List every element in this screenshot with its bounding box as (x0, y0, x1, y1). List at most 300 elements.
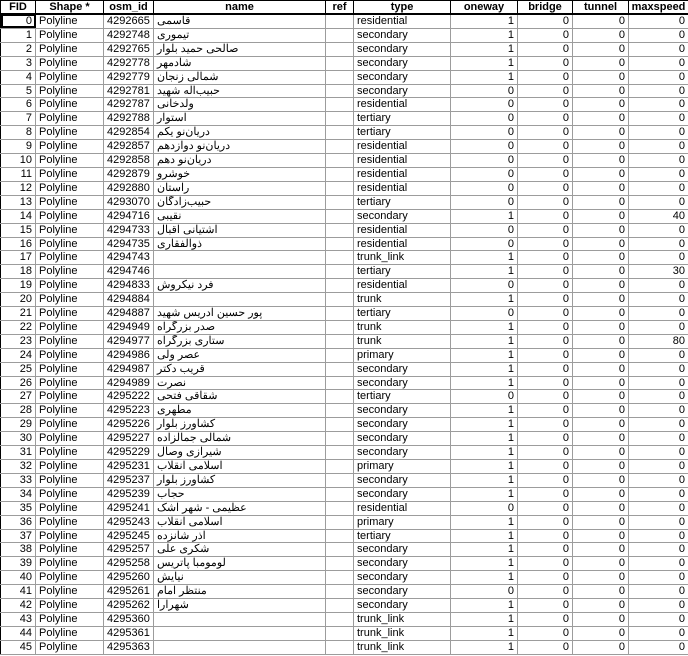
cell-oneway[interactable]: 1 (451, 460, 518, 474)
cell-name[interactable]: دریان‌نو یکم (154, 126, 326, 140)
cell-maxspeed[interactable]: 0 (629, 390, 688, 404)
cell-type[interactable]: secondary (354, 418, 451, 432)
row-selector-cell[interactable]: 33 (1, 473, 36, 487)
cell-oneway[interactable]: 1 (451, 334, 518, 348)
cell-oneway[interactable]: 1 (451, 14, 518, 28)
cell-type[interactable]: tertiary (354, 390, 451, 404)
cell-shape[interactable]: Polyline (36, 320, 104, 334)
cell-maxspeed[interactable]: 0 (629, 529, 688, 543)
row-selector-cell[interactable]: 20 (1, 293, 36, 307)
cell-tunnel[interactable]: 0 (573, 56, 629, 70)
cell-bridge[interactable]: 0 (518, 126, 573, 140)
cell-type[interactable]: residential (354, 14, 451, 28)
cell-ref[interactable] (326, 320, 354, 334)
cell-bridge[interactable]: 0 (518, 571, 573, 585)
cell-shape[interactable]: Polyline (36, 56, 104, 70)
cell-name[interactable]: دریان‌نو دهم (154, 154, 326, 168)
cell-tunnel[interactable]: 0 (573, 626, 629, 640)
cell-oneway[interactable]: 1 (451, 404, 518, 418)
cell-name[interactable] (154, 293, 326, 307)
cell-type[interactable]: secondary (354, 376, 451, 390)
cell-osmid[interactable]: 4294746 (104, 265, 154, 279)
cell-shape[interactable]: Polyline (36, 209, 104, 223)
cell-shape[interactable]: Polyline (36, 167, 104, 181)
cell-ref[interactable] (326, 390, 354, 404)
column-header-type[interactable]: type (354, 1, 451, 15)
cell-osmid[interactable]: 4292854 (104, 126, 154, 140)
cell-oneway[interactable]: 1 (451, 557, 518, 571)
cell-oneway[interactable]: 0 (451, 84, 518, 98)
cell-tunnel[interactable]: 0 (573, 418, 629, 432)
cell-osmid[interactable]: 4295360 (104, 612, 154, 626)
cell-name[interactable]: پور حسین ادریس شهید (154, 307, 326, 321)
cell-osmid[interactable]: 4294987 (104, 362, 154, 376)
cell-tunnel[interactable]: 0 (573, 98, 629, 112)
cell-oneway[interactable]: 1 (451, 418, 518, 432)
cell-oneway[interactable]: 1 (451, 293, 518, 307)
cell-bridge[interactable]: 0 (518, 14, 573, 28)
cell-tunnel[interactable]: 0 (573, 487, 629, 501)
cell-maxspeed[interactable]: 0 (629, 98, 688, 112)
cell-tunnel[interactable]: 0 (573, 515, 629, 529)
cell-osmid[interactable]: 4295261 (104, 585, 154, 599)
cell-maxspeed[interactable]: 30 (629, 265, 688, 279)
cell-osmid[interactable]: 4295227 (104, 432, 154, 446)
cell-oneway[interactable]: 0 (451, 98, 518, 112)
cell-ref[interactable] (326, 599, 354, 613)
cell-tunnel[interactable]: 0 (573, 181, 629, 195)
row-selector-cell[interactable]: 11 (1, 167, 36, 181)
cell-ref[interactable] (326, 42, 354, 56)
cell-type[interactable]: tertiary (354, 529, 451, 543)
row-selector-cell[interactable]: 23 (1, 334, 36, 348)
cell-oneway[interactable]: 1 (451, 432, 518, 446)
cell-bridge[interactable]: 0 (518, 432, 573, 446)
cell-type[interactable]: secondary (354, 557, 451, 571)
cell-osmid[interactable]: 4292779 (104, 70, 154, 84)
cell-tunnel[interactable]: 0 (573, 473, 629, 487)
cell-bridge[interactable]: 0 (518, 195, 573, 209)
cell-ref[interactable] (326, 418, 354, 432)
row-selector-cell[interactable]: 25 (1, 362, 36, 376)
cell-shape[interactable]: Polyline (36, 404, 104, 418)
cell-oneway[interactable]: 1 (451, 320, 518, 334)
cell-maxspeed[interactable]: 0 (629, 626, 688, 640)
cell-name[interactable]: شهرآرا (154, 599, 326, 613)
cell-bridge[interactable]: 0 (518, 599, 573, 613)
cell-osmid[interactable]: 4294833 (104, 279, 154, 293)
cell-bridge[interactable]: 0 (518, 418, 573, 432)
cell-type[interactable]: residential (354, 223, 451, 237)
cell-name[interactable]: کشاورز بلوار (154, 418, 326, 432)
cell-oneway[interactable]: 0 (451, 126, 518, 140)
cell-ref[interactable] (326, 640, 354, 654)
cell-tunnel[interactable]: 0 (573, 237, 629, 251)
cell-oneway[interactable]: 1 (451, 626, 518, 640)
cell-type[interactable]: secondary (354, 362, 451, 376)
cell-shape[interactable]: Polyline (36, 460, 104, 474)
cell-shape[interactable]: Polyline (36, 334, 104, 348)
cell-name[interactable]: شقاقی فتحی (154, 390, 326, 404)
cell-ref[interactable] (326, 334, 354, 348)
cell-osmid[interactable]: 4295243 (104, 515, 154, 529)
column-header-osmid[interactable]: osm_id (104, 1, 154, 15)
cell-shape[interactable]: Polyline (36, 112, 104, 126)
cell-oneway[interactable]: 0 (451, 279, 518, 293)
cell-ref[interactable] (326, 181, 354, 195)
cell-oneway[interactable]: 1 (451, 376, 518, 390)
cell-osmid[interactable]: 4294977 (104, 334, 154, 348)
cell-osmid[interactable]: 4295231 (104, 460, 154, 474)
cell-bridge[interactable]: 0 (518, 404, 573, 418)
cell-tunnel[interactable]: 0 (573, 543, 629, 557)
row-selector-cell[interactable]: 37 (1, 529, 36, 543)
row-selector-cell[interactable]: 22 (1, 320, 36, 334)
cell-shape[interactable]: Polyline (36, 84, 104, 98)
cell-osmid[interactable]: 4295223 (104, 404, 154, 418)
cell-shape[interactable]: Polyline (36, 585, 104, 599)
cell-maxspeed[interactable]: 0 (629, 599, 688, 613)
cell-type[interactable]: tertiary (354, 195, 451, 209)
cell-name[interactable]: ذوالفقاری (154, 237, 326, 251)
cell-shape[interactable]: Polyline (36, 348, 104, 362)
cell-tunnel[interactable]: 0 (573, 460, 629, 474)
cell-osmid[interactable]: 4292778 (104, 56, 154, 70)
cell-shape[interactable]: Polyline (36, 237, 104, 251)
cell-ref[interactable] (326, 515, 354, 529)
cell-osmid[interactable]: 4295245 (104, 529, 154, 543)
cell-maxspeed[interactable]: 0 (629, 571, 688, 585)
row-selector-cell[interactable]: 3 (1, 56, 36, 70)
cell-ref[interactable] (326, 543, 354, 557)
cell-tunnel[interactable]: 0 (573, 140, 629, 154)
cell-name[interactable]: شمالی جمالزاده (154, 432, 326, 446)
cell-osmid[interactable]: 4295262 (104, 599, 154, 613)
cell-name[interactable]: حجاب (154, 487, 326, 501)
cell-type[interactable]: secondary (354, 571, 451, 585)
cell-ref[interactable] (326, 28, 354, 42)
cell-ref[interactable] (326, 265, 354, 279)
cell-maxspeed[interactable]: 0 (629, 446, 688, 460)
cell-oneway[interactable]: 1 (451, 473, 518, 487)
cell-maxspeed[interactable]: 0 (629, 348, 688, 362)
cell-bridge[interactable]: 0 (518, 640, 573, 654)
cell-maxspeed[interactable]: 0 (629, 14, 688, 28)
cell-ref[interactable] (326, 487, 354, 501)
cell-bridge[interactable]: 0 (518, 515, 573, 529)
cell-osmid[interactable]: 4292765 (104, 42, 154, 56)
row-selector-cell[interactable]: 28 (1, 404, 36, 418)
row-selector-cell[interactable]: 1 (1, 28, 36, 42)
cell-maxspeed[interactable]: 0 (629, 56, 688, 70)
cell-ref[interactable] (326, 376, 354, 390)
cell-bridge[interactable]: 0 (518, 585, 573, 599)
cell-name[interactable]: لومومبا پاتریس (154, 557, 326, 571)
cell-ref[interactable] (326, 348, 354, 362)
cell-ref[interactable] (326, 571, 354, 585)
cell-oneway[interactable]: 1 (451, 56, 518, 70)
cell-bridge[interactable]: 0 (518, 460, 573, 474)
cell-maxspeed[interactable]: 0 (629, 167, 688, 181)
cell-shape[interactable]: Polyline (36, 529, 104, 543)
cell-type[interactable]: trunk_link (354, 626, 451, 640)
cell-ref[interactable] (326, 251, 354, 265)
cell-maxspeed[interactable]: 0 (629, 195, 688, 209)
cell-maxspeed[interactable]: 0 (629, 376, 688, 390)
cell-tunnel[interactable]: 0 (573, 223, 629, 237)
cell-type[interactable]: primary (354, 515, 451, 529)
cell-osmid[interactable]: 4294887 (104, 307, 154, 321)
cell-ref[interactable] (326, 446, 354, 460)
cell-tunnel[interactable]: 0 (573, 529, 629, 543)
cell-name[interactable]: قریب دکتر (154, 362, 326, 376)
cell-oneway[interactable]: 1 (451, 209, 518, 223)
cell-name[interactable]: اسلامی انقلاب (154, 460, 326, 474)
cell-name[interactable]: آذر شانزده (154, 529, 326, 543)
cell-osmid[interactable]: 4294733 (104, 223, 154, 237)
cell-bridge[interactable]: 0 (518, 237, 573, 251)
cell-tunnel[interactable]: 0 (573, 376, 629, 390)
cell-osmid[interactable]: 4295258 (104, 557, 154, 571)
cell-type[interactable]: secondary (354, 473, 451, 487)
cell-maxspeed[interactable]: 0 (629, 557, 688, 571)
cell-maxspeed[interactable]: 0 (629, 42, 688, 56)
cell-name[interactable] (154, 251, 326, 265)
cell-osmid[interactable]: 4294986 (104, 348, 154, 362)
cell-oneway[interactable]: 0 (451, 140, 518, 154)
cell-tunnel[interactable]: 0 (573, 42, 629, 56)
cell-ref[interactable] (326, 167, 354, 181)
cell-tunnel[interactable]: 0 (573, 265, 629, 279)
cell-shape[interactable]: Polyline (36, 14, 104, 28)
cell-bridge[interactable]: 0 (518, 293, 573, 307)
cell-shape[interactable]: Polyline (36, 265, 104, 279)
cell-tunnel[interactable]: 0 (573, 446, 629, 460)
cell-osmid[interactable]: 4294735 (104, 237, 154, 251)
cell-type[interactable]: residential (354, 501, 451, 515)
cell-tunnel[interactable]: 0 (573, 348, 629, 362)
cell-type[interactable]: trunk (354, 293, 451, 307)
column-header-fid[interactable]: FID (1, 1, 36, 15)
cell-type[interactable]: tertiary (354, 112, 451, 126)
cell-maxspeed[interactable]: 0 (629, 307, 688, 321)
cell-oneway[interactable]: 1 (451, 640, 518, 654)
cell-name[interactable]: استوار (154, 112, 326, 126)
row-selector-cell[interactable]: 15 (1, 223, 36, 237)
cell-maxspeed[interactable]: 0 (629, 501, 688, 515)
cell-tunnel[interactable]: 0 (573, 432, 629, 446)
cell-osmid[interactable]: 4292781 (104, 84, 154, 98)
cell-ref[interactable] (326, 404, 354, 418)
cell-oneway[interactable]: 0 (451, 167, 518, 181)
cell-oneway[interactable]: 1 (451, 42, 518, 56)
cell-osmid[interactable]: 4292665 (104, 14, 154, 28)
cell-osmid[interactable]: 4292879 (104, 167, 154, 181)
cell-oneway[interactable]: 1 (451, 543, 518, 557)
cell-maxspeed[interactable]: 0 (629, 181, 688, 195)
cell-type[interactable]: secondary (354, 84, 451, 98)
cell-oneway[interactable]: 0 (451, 195, 518, 209)
cell-bridge[interactable]: 0 (518, 320, 573, 334)
cell-bridge[interactable]: 0 (518, 376, 573, 390)
cell-osmid[interactable]: 4292858 (104, 154, 154, 168)
cell-name[interactable] (154, 265, 326, 279)
cell-maxspeed[interactable]: 0 (629, 320, 688, 334)
cell-maxspeed[interactable]: 80 (629, 334, 688, 348)
cell-maxspeed[interactable]: 0 (629, 293, 688, 307)
cell-ref[interactable] (326, 279, 354, 293)
cell-type[interactable]: primary (354, 460, 451, 474)
cell-name[interactable] (154, 612, 326, 626)
cell-ref[interactable] (326, 557, 354, 571)
cell-type[interactable]: residential (354, 154, 451, 168)
cell-maxspeed[interactable]: 0 (629, 487, 688, 501)
cell-ref[interactable] (326, 612, 354, 626)
cell-shape[interactable]: Polyline (36, 376, 104, 390)
cell-bridge[interactable]: 0 (518, 70, 573, 84)
cell-shape[interactable]: Polyline (36, 473, 104, 487)
cell-name[interactable]: قاسمی (154, 14, 326, 28)
cell-bridge[interactable]: 0 (518, 98, 573, 112)
cell-shape[interactable]: Polyline (36, 543, 104, 557)
cell-tunnel[interactable]: 0 (573, 84, 629, 98)
row-selector-cell[interactable]: 44 (1, 626, 36, 640)
cell-name[interactable]: مطهری (154, 404, 326, 418)
cell-name[interactable]: فرد نیکروش (154, 279, 326, 293)
cell-oneway[interactable]: 1 (451, 265, 518, 279)
cell-bridge[interactable]: 0 (518, 154, 573, 168)
cell-type[interactable]: trunk_link (354, 251, 451, 265)
cell-osmid[interactable]: 4292880 (104, 181, 154, 195)
row-selector-cell[interactable]: 10 (1, 154, 36, 168)
cell-shape[interactable]: Polyline (36, 223, 104, 237)
row-selector-cell[interactable]: 2 (1, 42, 36, 56)
cell-ref[interactable] (326, 140, 354, 154)
row-selector-cell[interactable]: 42 (1, 599, 36, 613)
cell-tunnel[interactable]: 0 (573, 279, 629, 293)
cell-name[interactable]: حبیب‌اله شهید (154, 84, 326, 98)
cell-type[interactable]: residential (354, 98, 451, 112)
cell-osmid[interactable]: 4294884 (104, 293, 154, 307)
cell-type[interactable]: secondary (354, 432, 451, 446)
cell-shape[interactable]: Polyline (36, 126, 104, 140)
column-header-tunnel[interactable]: tunnel (573, 1, 629, 15)
cell-name[interactable]: کشاورز بلوار (154, 473, 326, 487)
cell-name[interactable]: شمالی زنجان (154, 70, 326, 84)
cell-bridge[interactable]: 0 (518, 612, 573, 626)
cell-maxspeed[interactable]: 0 (629, 112, 688, 126)
cell-ref[interactable] (326, 432, 354, 446)
cell-name[interactable]: ولدخانی (154, 98, 326, 112)
cell-oneway[interactable]: 1 (451, 70, 518, 84)
cell-type[interactable]: secondary (354, 42, 451, 56)
cell-tunnel[interactable]: 0 (573, 571, 629, 585)
cell-shape[interactable]: Polyline (36, 612, 104, 626)
cell-name[interactable]: عصر ولی (154, 348, 326, 362)
cell-bridge[interactable]: 0 (518, 56, 573, 70)
column-header-bridge[interactable]: bridge (518, 1, 573, 15)
row-selector-cell[interactable]: 19 (1, 279, 36, 293)
cell-maxspeed[interactable]: 0 (629, 612, 688, 626)
cell-maxspeed[interactable]: 0 (629, 251, 688, 265)
cell-osmid[interactable]: 4295363 (104, 640, 154, 654)
cell-ref[interactable] (326, 223, 354, 237)
column-header-maxspeed[interactable]: maxspeed (629, 1, 688, 15)
cell-shape[interactable]: Polyline (36, 487, 104, 501)
cell-tunnel[interactable]: 0 (573, 307, 629, 321)
row-selector-cell[interactable]: 43 (1, 612, 36, 626)
cell-shape[interactable]: Polyline (36, 571, 104, 585)
row-selector-cell[interactable]: 30 (1, 432, 36, 446)
column-header-oneway[interactable]: oneway (451, 1, 518, 15)
cell-name[interactable]: تیموری (154, 28, 326, 42)
row-selector-cell[interactable]: 36 (1, 515, 36, 529)
cell-shape[interactable]: Polyline (36, 70, 104, 84)
cell-osmid[interactable]: 4295239 (104, 487, 154, 501)
cell-tunnel[interactable]: 0 (573, 70, 629, 84)
cell-type[interactable]: residential (354, 237, 451, 251)
cell-osmid[interactable]: 4294743 (104, 251, 154, 265)
cell-type[interactable]: tertiary (354, 265, 451, 279)
cell-tunnel[interactable]: 0 (573, 557, 629, 571)
cell-bridge[interactable]: 0 (518, 279, 573, 293)
cell-type[interactable]: secondary (354, 404, 451, 418)
cell-oneway[interactable]: 1 (451, 446, 518, 460)
cell-tunnel[interactable]: 0 (573, 501, 629, 515)
row-selector-cell[interactable]: 9 (1, 140, 36, 154)
cell-osmid[interactable]: 4295226 (104, 418, 154, 432)
cell-bridge[interactable]: 0 (518, 362, 573, 376)
cell-maxspeed[interactable]: 0 (629, 543, 688, 557)
cell-name[interactable]: آشتیانی اقبال (154, 223, 326, 237)
cell-type[interactable]: trunk (354, 320, 451, 334)
row-selector-cell[interactable]: 13 (1, 195, 36, 209)
cell-ref[interactable] (326, 293, 354, 307)
cell-shape[interactable]: Polyline (36, 28, 104, 42)
cell-bridge[interactable]: 0 (518, 223, 573, 237)
cell-maxspeed[interactable]: 0 (629, 515, 688, 529)
cell-type[interactable]: secondary (354, 446, 451, 460)
cell-oneway[interactable]: 1 (451, 348, 518, 362)
cell-ref[interactable] (326, 70, 354, 84)
cell-type[interactable]: tertiary (354, 307, 451, 321)
cell-type[interactable]: secondary (354, 70, 451, 84)
cell-bridge[interactable]: 0 (518, 251, 573, 265)
row-selector-cell[interactable]: 26 (1, 376, 36, 390)
cell-tunnel[interactable]: 0 (573, 167, 629, 181)
cell-name[interactable]: نیایش (154, 571, 326, 585)
row-selector-cell[interactable]: 18 (1, 265, 36, 279)
cell-name[interactable]: صدر بزرگراه (154, 320, 326, 334)
cell-oneway[interactable]: 1 (451, 28, 518, 42)
cell-ref[interactable] (326, 307, 354, 321)
cell-type[interactable]: residential (354, 167, 451, 181)
cell-shape[interactable]: Polyline (36, 307, 104, 321)
cell-name[interactable] (154, 640, 326, 654)
cell-shape[interactable]: Polyline (36, 154, 104, 168)
row-selector-cell[interactable]: 29 (1, 418, 36, 432)
cell-ref[interactable] (326, 112, 354, 126)
cell-name[interactable]: شیرازی وصال (154, 446, 326, 460)
cell-osmid[interactable]: 4295361 (104, 626, 154, 640)
cell-oneway[interactable]: 1 (451, 612, 518, 626)
cell-bridge[interactable]: 0 (518, 473, 573, 487)
cell-tunnel[interactable]: 0 (573, 585, 629, 599)
cell-maxspeed[interactable]: 0 (629, 418, 688, 432)
row-selector-cell[interactable]: 16 (1, 237, 36, 251)
cell-tunnel[interactable]: 0 (573, 612, 629, 626)
cell-oneway[interactable]: 0 (451, 181, 518, 195)
